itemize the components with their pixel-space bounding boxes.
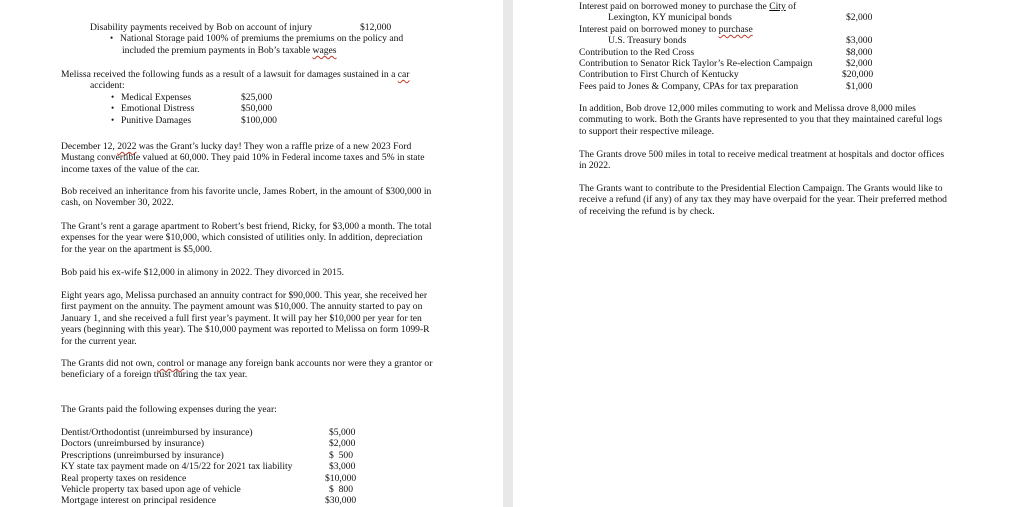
contribution-row: Contribution to Senator Rick Taylor’s Re-election Campaign $2,000 [579, 57, 873, 69]
lawsuit-intro-cont: accident: [90, 80, 125, 92]
raffle-section: December 12, 2022 was the Grant’s lucky day! They won a raffle prize of a new 2023 Ford Mustang convertible valued at 60,000. They paid 10% in Federal income taxes and 5% in state income taxes of the value of the car. [61, 141, 425, 175]
rent-section: The Grant’s rent a garage apartment to Robert’s best friend, Ricky, for $3,000 a month. The total expenses for the year were $10,000, which consisted of utilities only. In addition, depreciation for the year on the apartment is $5,000. [61, 221, 432, 255]
spellcheck-word: control [156, 358, 185, 369]
disability-bullet-cont: included the premium payments in Bob’s taxable wages [122, 44, 337, 56]
expense-row: Vehicle property tax based upon age of vehicle $ 800 [61, 483, 353, 495]
contribution-row: Contribution to First Church of Kentucky $20,000 [579, 69, 874, 81]
disability-amount: $12,000 [360, 22, 392, 33]
inheritance-section: Bob received an inheritance from his favorite uncle, James Robert, in the amount of $300,000 in cash, on November 30, 2022. [61, 186, 432, 209]
alimony-section: Bob paid his ex-wife $12,000 in alimony in 2022. They divorced in 2015. [61, 267, 345, 278]
lawsuit-intro: Melissa received the following funds as a result of a lawsuit for damages sustained in a car [61, 69, 410, 80]
commute-section: In addition, Bob drove 12,000 miles commuting to work and Melissa drove 8,000 miles commuting to work. Both the Grants have represented to you that they maintained careful logs to support their respective mileage. [579, 103, 943, 137]
expense-row: Real property taxes on residence $10,000 [61, 472, 357, 484]
contribution-row: Contribution to the Red Cross $8,000 [579, 46, 873, 58]
expense-row: Mortgage interest on principal residence $30,000 [61, 495, 357, 507]
spellcheck-word: car [397, 69, 410, 80]
document-page-left [0, 0, 503, 507]
disability-section [90, 22, 490, 56]
spellcheck-word: purchase [718, 23, 753, 35]
campaign-section: The Grants want to contribute to the Presidential Election Campaign. The Grants would like to receive a refund (if any) of any tax they may have overpaid for the year. Their preferred method of receiving the refund is by check. [579, 183, 947, 217]
expense-row: Dentist/Orthodontist (unreimbursed by insurance) $5,000 [61, 427, 356, 438]
lawsuit-item: • Punitive Damages $100,000 [121, 115, 503, 126]
annuity-section: Eight years ago, Melissa purchased an annuity contract for $90,000. This year, she received her first payment on the annuity. The payment amount was $10,000. The annuity started to pay on January 1, and she received a full first year’s payment. It will pay her $10,000 per year for ten years (beginning with this year). The $10,000 payment was reported to Melissa on form 1099-R for the current year. [61, 290, 430, 347]
spellcheck-word: wages [312, 44, 337, 56]
medical-miles-section: The Grants drove 500 miles in total to receive medical treatment at hospitals and doctor offices in 2022. [579, 149, 945, 172]
expense-row: KY state tax payment made on 4/15/22 for 2021 tax liability $3,000 [61, 461, 356, 473]
document-page-right [513, 0, 1024, 507]
expense-row: Prescriptions (unreimbursed by insurance) $ 500 [61, 449, 353, 461]
treasury-interest-amount: $3,000 [846, 35, 873, 47]
interest-section: Interest paid on borrowed money to purchase the City of Lexington, KY municipal bonds $2,000 Interest paid on borrowed money to purchase U.S. Treasury bonds $3,000 Contribution to the Red Cross $8,000 Contribution to Senator Rick Taylor’s Re-election Campaign $2,000 Contribution to First Church of Kentucky $20,000 Fees paid to Jones & Company, CPAs for tax preparation $1,000 [579, 1, 1019, 92]
expenses-table [61, 427, 491, 507]
disability-bullet: • National Storage paid 100% of premiums the premiums on the policy and [120, 33, 503, 44]
hyperlink-city[interactable]: City [769, 1, 786, 12]
lawsuit-item: • Emotional Distress $50,000 [121, 103, 503, 114]
expense-row: Doctors (unreimbursed by insurance) $2,000 [61, 438, 356, 450]
expenses-intro: The Grants paid the following expenses during the year: [61, 404, 277, 415]
lawsuit-section [61, 69, 481, 126]
contribution-row: Fees paid to Jones & Company, CPAs for tax preparation $1,000 [579, 80, 873, 92]
foreign-section: The Grants did not own, control or manage any foreign bank accounts nor were they a grantor or beneficiary of a foreign trust during the tax year. [61, 358, 433, 381]
municipal-interest-amount: $2,000 [846, 12, 873, 24]
spellcheck-word: 2022 [117, 141, 137, 152]
disability-line: Disability payments received by Bob on account of injury $12,000 [90, 22, 392, 33]
lawsuit-item: • Medical Expenses $25,000 [121, 92, 503, 103]
